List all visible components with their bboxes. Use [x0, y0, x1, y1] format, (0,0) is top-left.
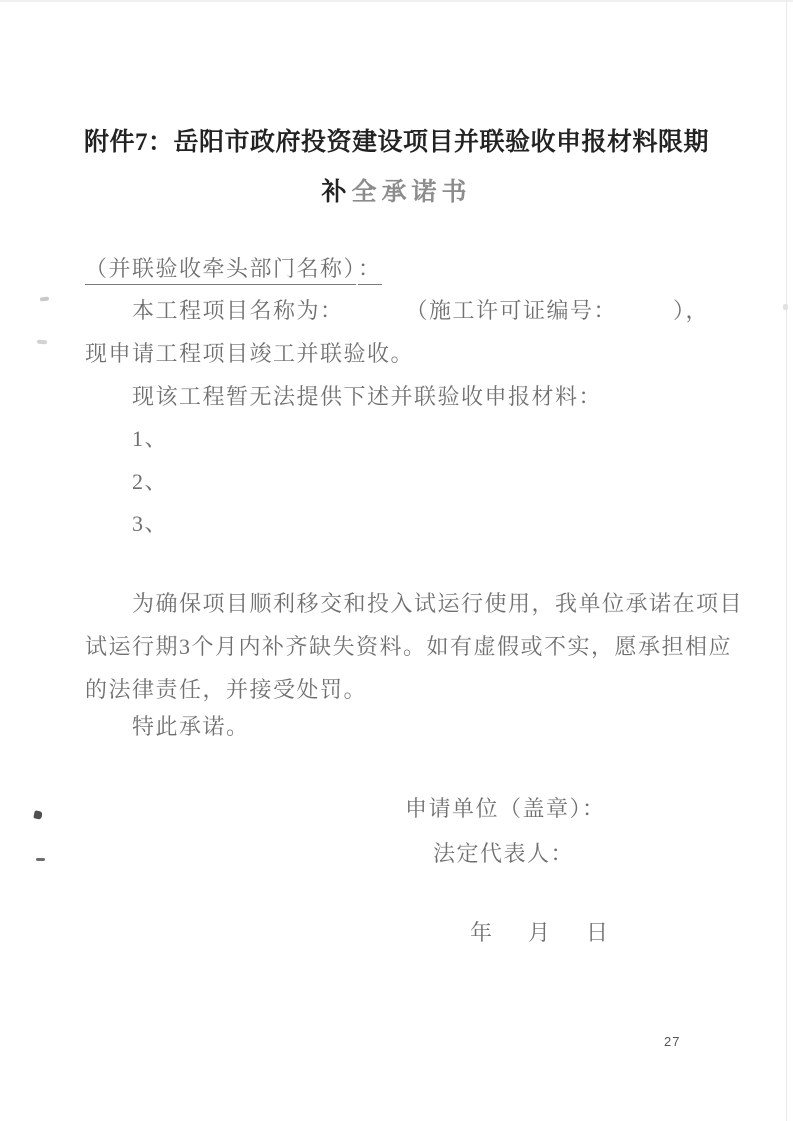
document-title-line2-faded: 全承诺书: [351, 179, 472, 206]
document-title-line2: [0, 172, 793, 208]
list-item-3: 3、: [132, 511, 169, 536]
lead-department-blank: （并联验收牵头部门名称）: [85, 256, 356, 285]
scan-speck: [40, 297, 49, 302]
scan-speck: [33, 810, 42, 819]
missing-materials-intro: 现该工程暂无法提供下述并联验收申报材料：: [132, 384, 603, 409]
project-name-label: 本工程项目名称为：: [132, 298, 344, 323]
acceptance-request-line: 现申请工程项目竣工并联验收。: [85, 341, 415, 366]
scan-edge-right: [786, 0, 787, 1121]
project-name-line: [85, 294, 709, 325]
signature-unit-label: 申请单位（盖章）：: [405, 796, 606, 821]
scan-speck: [37, 340, 47, 345]
document-title-line1: 附件7：岳阳市政府投资建设项目并联验收申报材料限期: [83, 129, 709, 156]
commitment-line3: 的法律责任，并接受处罚。: [85, 677, 368, 702]
page-number: 27: [664, 1034, 681, 1049]
commitment-line2: 试运行期3个月内补齐缺失资料。如有虚假或不实，愿承担相应: [85, 634, 733, 659]
list-item-2: 2、: [132, 469, 169, 494]
scan-speck: [783, 304, 788, 310]
salutation-colon: ：: [358, 256, 382, 285]
permit-number-label: （施工许可证编号：: [405, 298, 618, 323]
document-title-line2-bold: 补: [321, 179, 352, 206]
salutation-line: [85, 252, 382, 283]
commitment-line1: 为确保项目顺利移交和投入试运行使用，我单位承诺在项目: [132, 591, 744, 616]
scan-speck: [36, 858, 45, 861]
permit-close-paren: ），: [673, 298, 710, 323]
list-item-1: 1、: [132, 426, 169, 451]
closing-statement: 特此承诺。: [132, 714, 250, 739]
signature-date-line: 年 月 日: [470, 920, 616, 945]
signature-representative-label: 法定代表人：: [433, 841, 575, 866]
scan-edge-top: [0, 0, 793, 2]
